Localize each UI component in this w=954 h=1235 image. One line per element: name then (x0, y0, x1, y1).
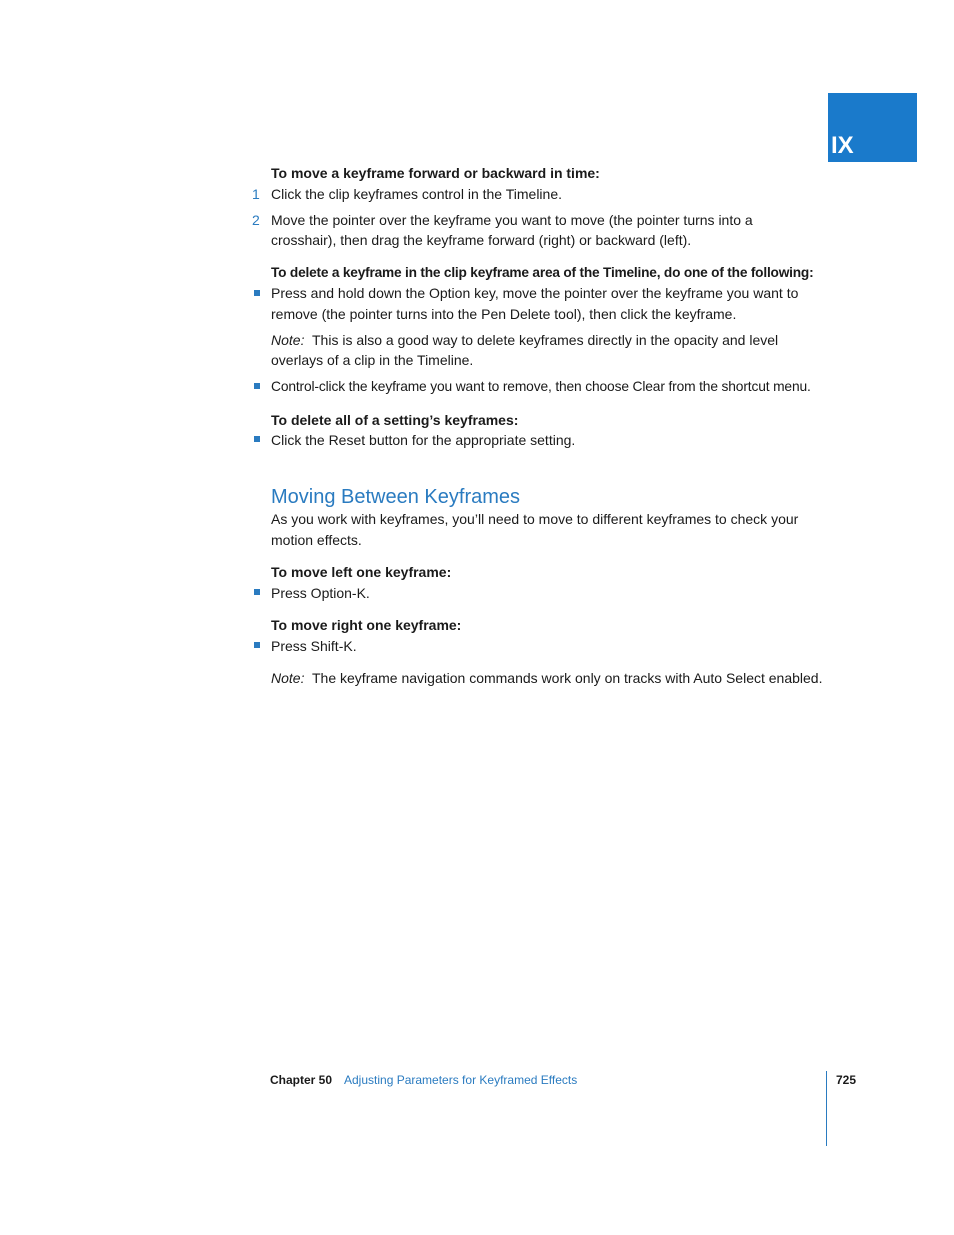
note (271, 668, 822, 688)
section-heading-move-right: To move right one keyframe: (271, 617, 462, 633)
step-number: 2 (252, 212, 260, 228)
bullet-icon (254, 290, 260, 296)
bullet-icon (254, 589, 260, 595)
part-tab-label: IX (831, 132, 854, 159)
step-number: 1 (252, 186, 260, 202)
intro-text: motion effects. (271, 532, 362, 548)
section-heading-move-left: To move left one keyframe: (271, 564, 452, 580)
bullet-text: Control-click the keyframe you want to remove, then choose Clear from the shortcut menu. (271, 379, 811, 394)
step-text: Click the clip keyframes control in the Timeline. (271, 186, 562, 202)
bullet-text: remove (the pointer turns into the Pen Delete tool), then click the keyframe. (271, 306, 737, 322)
step-text: crosshair), then drag the keyframe forward (right) or backward (left). (271, 232, 692, 248)
note (271, 330, 778, 350)
footer-chapter-title: Adjusting Parameters for Keyframed Effects (344, 1073, 578, 1087)
note-text: This is also a good way to delete keyframes directly in the opacity and level (312, 332, 779, 348)
bullet-text: Click the Reset button for the appropriate setting. (271, 432, 576, 448)
note-label: Note: (271, 332, 305, 348)
bullet-icon (254, 383, 260, 389)
section-heading-delete-all: To delete all of a setting’s keyframes: (271, 412, 519, 428)
section-heading-delete-keyframe: To delete a keyframe in the clip keyframe area of the Timeline, do one of the following: (271, 265, 814, 280)
bullet-icon (254, 642, 260, 648)
section-heading-move-keyframe: To move a keyframe forward or backward in time: (271, 165, 600, 181)
part-tab (828, 93, 917, 162)
page-number: 725 (836, 1073, 857, 1087)
note-label: Note: (271, 670, 305, 686)
footer-chapter: Chapter 50 (270, 1073, 333, 1087)
footer-divider (826, 1071, 827, 1146)
note-text: The keyframe navigation commands work only on tracks with Auto Select enabled. (312, 670, 823, 686)
step-text: Move the pointer over the keyframe you want to move (the pointer turns into a (271, 212, 753, 228)
bullet-text: Press Option-K. (271, 585, 370, 601)
bullet-text: Press Shift-K. (271, 638, 357, 654)
intro-text: As you work with keyframes, you’ll need to move to different keyframes to check your (271, 511, 799, 527)
note-text: overlays of a clip in the Timeline. (271, 352, 474, 368)
bullet-text: Press and hold down the Option key, move the pointer over the keyframe you want to (271, 285, 799, 301)
section-title: Moving Between Keyframes (271, 486, 521, 508)
bullet-icon (254, 436, 260, 442)
